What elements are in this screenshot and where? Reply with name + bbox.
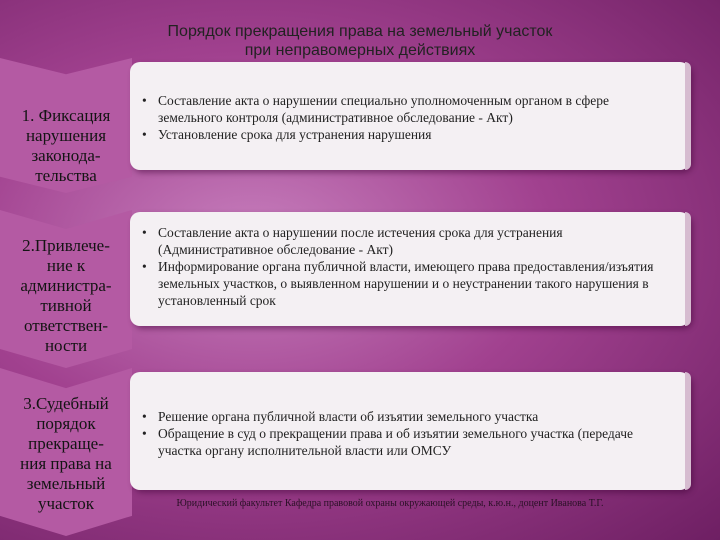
bullet-icon: • — [142, 93, 147, 108]
list-item — [142, 92, 676, 126]
list-item — [142, 126, 676, 143]
bullet-icon: • — [142, 426, 147, 441]
step-3-card — [130, 372, 690, 490]
step-3-item-2: Обращение в суд о прекращении права и об изъятии земельного участка (передаче участка органу исполнительной власти или ОМСУ — [158, 426, 634, 458]
bullet-icon: • — [142, 225, 147, 240]
list-item — [142, 224, 676, 258]
step-1-item-1: Составление акта о нарушении специально уполномоченным органом в сфере земельного контроля (административное обследование - Акт) — [158, 93, 610, 125]
step-2-card — [130, 212, 690, 326]
step-1-card — [130, 62, 690, 170]
step-2-item-1: Составление акта о нарушении после истечения срока для устранения (Административное обследование - Акт) — [158, 225, 563, 257]
step-2-item-2: Информирование органа публичной власти, имеющего права предоставления/изъятия земельных участков, о выявленном нарушении и о неустранении такого нарушения в установленный срок — [158, 259, 654, 308]
bullet-icon: • — [142, 259, 147, 274]
slide-title — [110, 22, 610, 60]
step-2-list — [142, 224, 676, 309]
step-2-label: 2.Привлече- ние к администра- тивной ответствен- ности — [20, 236, 112, 355]
step-1-item-2: Установление срока для устранения нарушения — [158, 127, 432, 142]
list-item — [142, 258, 676, 309]
list-item — [142, 425, 676, 459]
footer-credit: Юридический факультет Кафедра правовой охраны окружающей среды, к.ю.н., доцент Иванова Т.Г. — [176, 498, 604, 509]
list-item — [142, 408, 676, 425]
step-3-item-1: Решение органа публичной власти об изъятии земельного участка — [158, 409, 539, 424]
step-3-label: 3.Судебный порядок прекраще- ния права на земельный участок — [20, 394, 112, 513]
title-line-2: при неправомерных действиях — [244, 42, 476, 59]
bullet-icon: • — [142, 127, 147, 142]
step-1-label: 1. Фиксация нарушения законода- тельства — [21, 106, 111, 185]
bullet-icon: • — [142, 409, 147, 424]
step-3-list — [142, 408, 676, 459]
step-1-list — [142, 92, 676, 143]
title-line-1: Порядок прекращения права на земельный участок — [167, 23, 553, 40]
